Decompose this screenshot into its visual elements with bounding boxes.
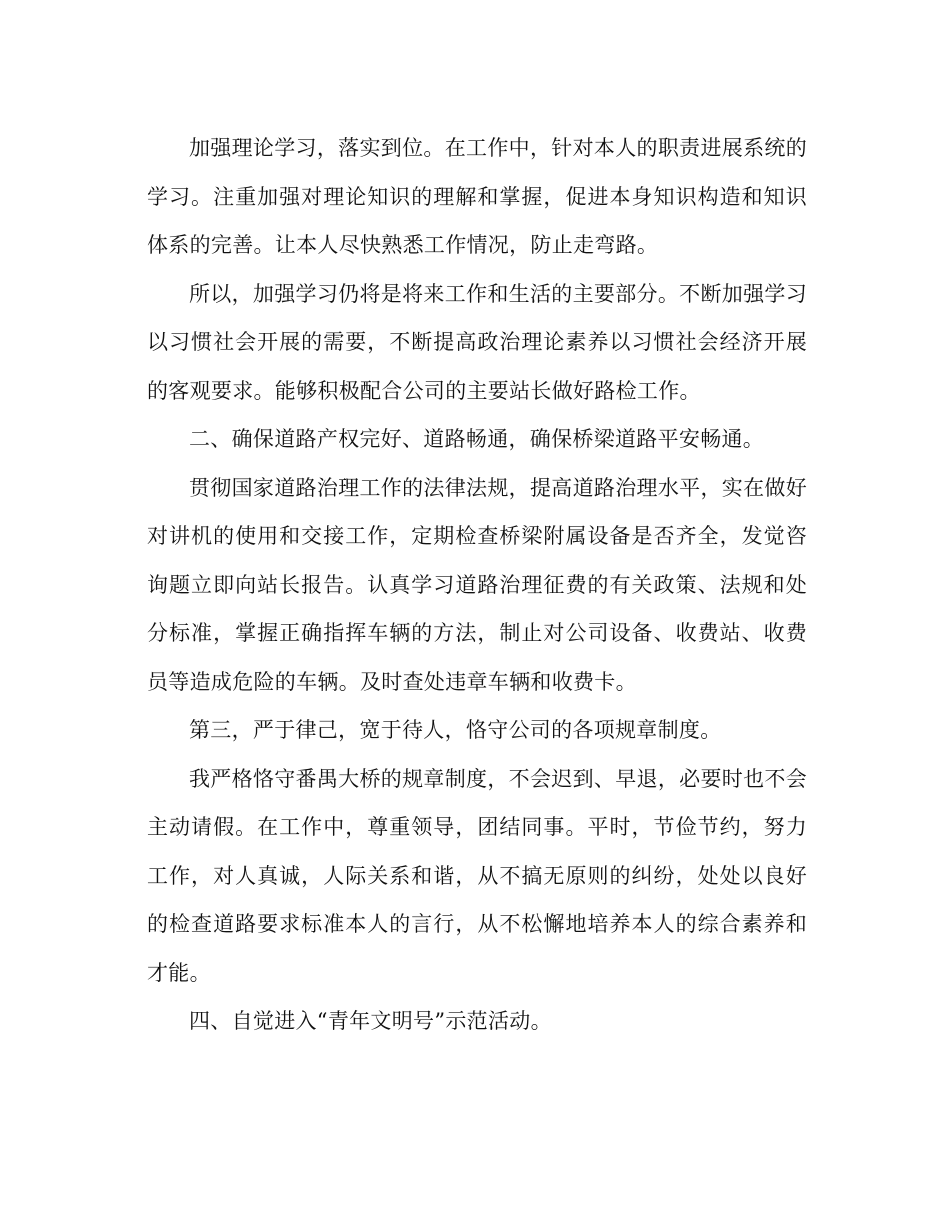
heading-youth-activity: 四、自觉进入“青年文明号”示范活动。 xyxy=(189,1009,552,1033)
paragraph-learning-priority: 所以，加强学习仍将是将来工作和生活的主要部分。不断加强学习以习惯社会开展的需要，不断提高政治理论素养以习惯社会经济开展的客观要求。能够积极配合公司的主要站长做好路检工作。 xyxy=(147,281,807,403)
paragraph-road-management: 贯彻国家道路治理工作的法律法规，提高道路治理水平，实在做好对讲机的使用和交接工作，定期检查桥梁附属设备是否齐全，发觉咨询题立即向站长报告。认真学习道路治理征费的有关政策、法规和处分标准，掌握正确指挥车辆的方法，制止对公司设备、收费站、收费员等造成危险的车辆。及时查处违章车辆和收费卡。 xyxy=(147,475,807,694)
paragraph-study: 加强理论学习，落实到位。在工作中，针对本人的职责进展系统的学习。注重加强对理论知识的理解和掌握，促进本身知识构造和知识体系的完善。让本人尽快熟悉工作情况，防止走弯路。 xyxy=(147,136,807,257)
paragraph-rules-compliance: 我严格恪守番禺大桥的规章制度，不会迟到、早退，必要时也不会主动请假。在工作中，尊重领导，团结同事。平时，节俭节约，努力工作，对人真诚，人际关系和谐，从不搞无原则的纠纷，处处以良好的检查道路要求标准本人的言行，从不松懈地培养本人的综合素养和才能。 xyxy=(147,766,807,985)
heading-discipline: 第三，严于律己，宽于待人，恪守公司的各项规章制度。 xyxy=(189,718,722,742)
document-body xyxy=(147,124,807,1046)
heading-road-safety: 二、确保道路产权完好、道路畅通，确保桥梁道路平安畅通。 xyxy=(189,427,765,451)
